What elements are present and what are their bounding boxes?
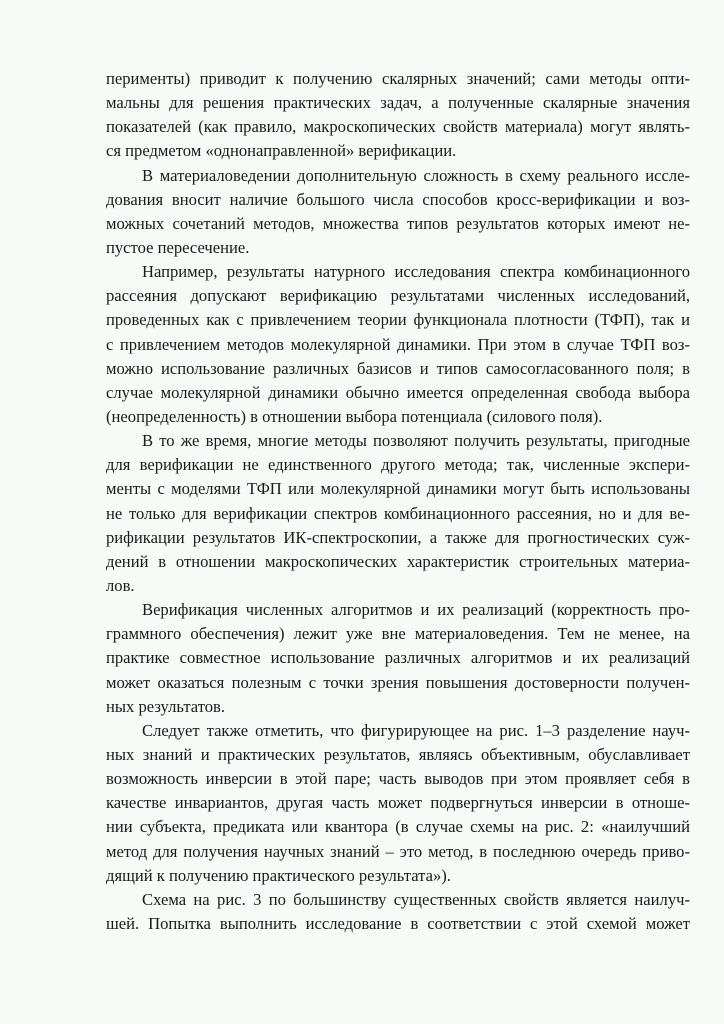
text-line: В то же время, многие методы позволяют получить результаты, пригодные <box>142 431 690 451</box>
paragraph-2 <box>106 164 690 261</box>
text-line: метод для получения научных знаний – это метод, в последнюю очередь приво- <box>106 841 690 861</box>
text-line: перименты) приводит к получению скалярных значений; сами методы опти- <box>106 69 690 88</box>
text-line: проведенных как с привлечением теории функционала плотности (ТФП), так и <box>106 310 690 330</box>
text-line: можно использование различных базисов и типов самосогласованного поля; в <box>106 358 690 378</box>
paragraph-4 <box>106 429 690 598</box>
text-line: Верификация численных алгоритмов и их реализаций (корректность про- <box>142 600 690 620</box>
text-line: менты с моделями ТФП или молекулярной динамики могут быть использованы <box>106 479 690 499</box>
text-line: Например, результаты натурного исследования спектра комбинационного <box>142 262 690 282</box>
text-line: возможность инверсии в этой паре; часть выводов при этом проявляет себя в <box>106 769 690 789</box>
paragraph-7 <box>106 888 690 936</box>
text-line: рификации результатов ИК-спектроскопии, а также для прогностических суж- <box>106 527 690 547</box>
text-line: шей. Попытка выполнить исследование в соответствии с этой схемой может <box>106 913 690 933</box>
document-page <box>106 67 690 936</box>
text-line: Следует также отметить, что фигурирующее на рис. 1–3 разделение науч- <box>142 720 690 740</box>
paragraph-5 <box>106 598 690 719</box>
text-line: практике совместное использование различных алгоритмов и их реализаций <box>106 648 690 668</box>
text-line: дений в отношении макроскопических характеристик строительных материа- <box>106 551 690 571</box>
text-line: ных знаний и практических результатов, являясь объективным, обуславливает <box>106 744 690 764</box>
text-line: (неопределенность) в отношении выбора потенциала (силового поля). <box>106 406 603 426</box>
text-line: рассеяния допускают верификацию результатами численных исследований, <box>106 286 690 306</box>
text-line: дования вносит наличие большого числа способов кросс-верификации и воз- <box>106 189 690 209</box>
text-line: Схема на рис. 3 по большинству существенных свойств является наилуч- <box>142 889 690 909</box>
text-line: ных результатов. <box>106 696 226 716</box>
paragraph-6 <box>106 719 690 888</box>
text-line: можных сочетаний методов, множества типов результатов которых имеют не- <box>106 213 690 233</box>
text-line: дящий к получению практического результата»). <box>106 865 451 885</box>
paragraph-3 <box>106 260 690 429</box>
text-line: граммного обеспечения) лежит уже вне материаловедения. Тем не менее, на <box>106 624 690 644</box>
text-line: с привлечением методов молекулярной динамики. При этом в случае ТФП воз- <box>106 334 690 354</box>
paragraph-1 <box>106 67 690 164</box>
text-line: качестве инвариантов, другая часть может подвергнуться инверсии в отноше- <box>106 793 690 813</box>
text-line: В материаловедении дополнительную сложность в схему реального иссле- <box>142 165 690 185</box>
text-line: нии субъекта, предиката или квантора (в случае схемы на рис. 2: «наилучший <box>106 817 690 837</box>
text-line: мальны для решения практических задач, а полученные скалярные значения <box>106 93 690 113</box>
text-line: ся предметом «однонаправленной» верификации. <box>106 141 457 161</box>
text-line: случае молекулярной динамики обычно имеется определенная свобода выбора <box>106 382 690 402</box>
text-line: для верификации не единственного другого метода; так, численные экспери- <box>106 455 690 475</box>
text-line: пустое пересечение. <box>106 237 250 257</box>
text-line: показателей (как правило, макроскопических свойств материала) могут являть- <box>106 117 690 137</box>
text-line: лов. <box>106 575 135 595</box>
text-line: не только для верификации спектров комбинационного рассеяния, но и для ве- <box>106 503 690 523</box>
text-line: может оказаться полезным с точки зрения повышения достоверности получен- <box>106 672 690 692</box>
